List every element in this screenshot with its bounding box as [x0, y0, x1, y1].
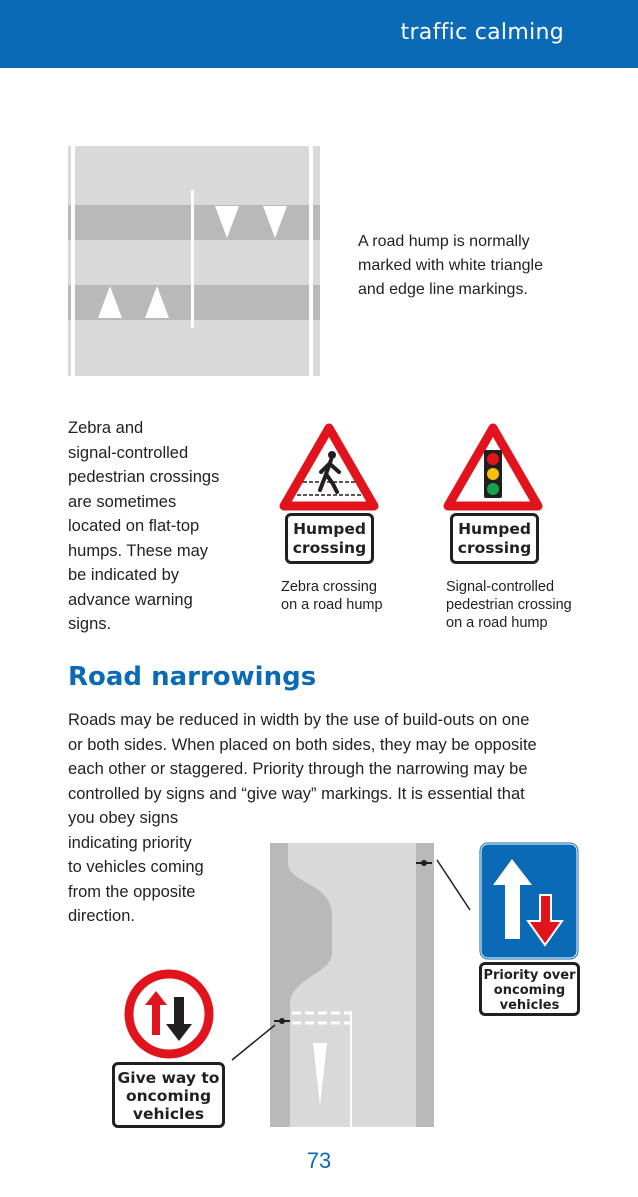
page-number: 73: [306, 1148, 332, 1173]
section-heading: Road narrowings: [68, 662, 317, 692]
kerb-right: [416, 843, 434, 1127]
caption-line: marked with white triangle: [358, 257, 543, 274]
humped-crossing-plate-zebra: Humped crossing: [285, 513, 374, 564]
edge-line-right: [309, 146, 313, 376]
edge-line-left: [71, 146, 75, 376]
priority-over-oncoming-plate: Priority over oncoming vehicles: [479, 962, 580, 1016]
road-hump-diagram: [68, 146, 320, 376]
centre-line: [191, 190, 194, 328]
signal-sign-caption: Signal-controlled pedestrian crossing on a road hump: [446, 579, 572, 631]
narrowing-paragraph: Roads may be reduced in width by the use of build-outs on one or both sides. When placed on both sides, they may be opposite each other or staggered. Priority through the narrowing may be controlled by signs and “give way” markings. It is essential that you obey signs indicating priority to vehicles coming from the opposite direction.: [68, 711, 537, 925]
road-narrowing-diagram: [270, 843, 434, 1127]
humped-crossing-plate-signal: Humped crossing: [450, 513, 539, 564]
caption-line: A road hump is normally: [358, 233, 530, 250]
caption-line: and edge line markings.: [358, 281, 528, 298]
priority-sign-icon: [478, 841, 580, 961]
traffic-signal-warning-sign-icon: [443, 422, 543, 512]
zebra-warning-sign-icon: [279, 422, 379, 512]
zebra-sign-caption: Zebra crossing on a road hump: [281, 579, 383, 613]
page-header: [0, 0, 638, 68]
give-way-oncoming-sign-icon: [124, 969, 214, 1059]
chapter-title: traffic calming: [400, 20, 564, 45]
hump-caption: [358, 230, 543, 302]
zebra-paragraph: Zebra and signal-controlled pedestrian crossings are sometimes located on flat-top humps. These may be indicated by advance warning signs.: [68, 419, 220, 633]
give-way-oncoming-plate: Give way to oncoming vehicles: [112, 1062, 225, 1128]
